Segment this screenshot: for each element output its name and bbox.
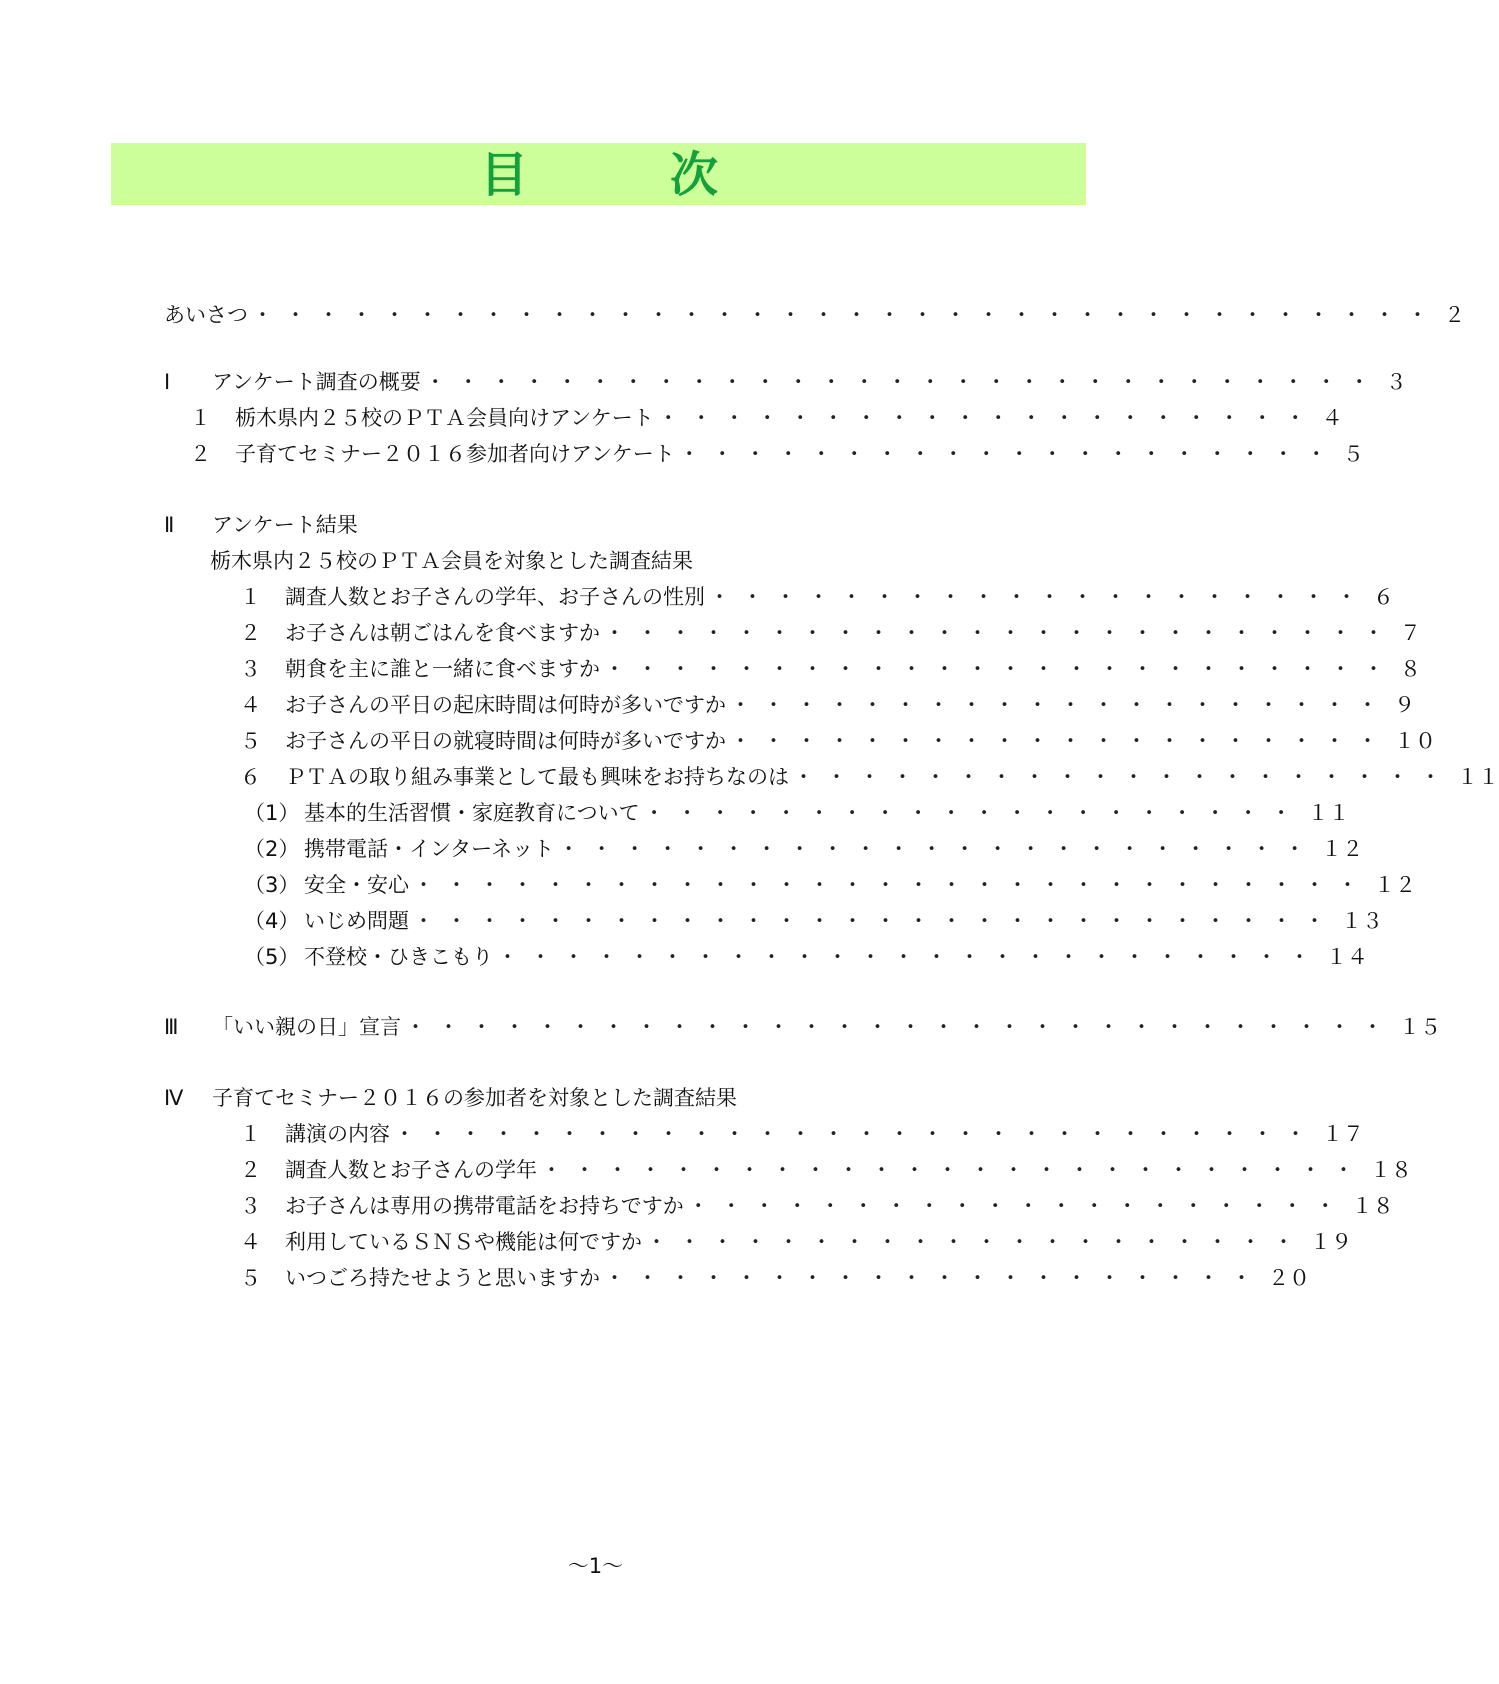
toc-entry-text: お子さんの平日の就寝時間は何時が多いですか (285, 729, 726, 753)
toc-subheading-2 (210, 546, 1004, 576)
toc-entry-greeting[interactable] (164, 300, 1465, 330)
toc-entry-text: いつごろ持たせようと思いますか (285, 1266, 600, 1290)
toc-entry-text: 携帯電話・インターネット (304, 837, 555, 861)
toc-leader-dots: ・・・・・・・・・・・・・・・・・・・・・・・・・・・・・ (413, 873, 1370, 897)
toc-entry-text: 講演の内容 (285, 1122, 390, 1146)
toc-section-1[interactable] (164, 367, 1407, 397)
toc-entry-text: 「いい親の日」宣言 (212, 1015, 401, 1039)
toc-page-number: ２０ (1268, 1266, 1310, 1290)
toc-entry-2-3[interactable] (240, 654, 1421, 684)
toc-entry-2-4[interactable] (240, 690, 1415, 720)
toc-entry-text: 安全・安心 (304, 873, 409, 897)
toc-page-number: １９ (1310, 1230, 1352, 1254)
toc-entry-4-2[interactable] (240, 1155, 1412, 1185)
toc-page-number: １１ (1307, 801, 1350, 825)
toc-entry-number: ２ (190, 442, 211, 466)
page-footer-number: ～1～ (567, 1554, 624, 1578)
toc-entry-text: ＰＴＡの取り組み事業として最も興味をお持ちなのは (285, 765, 789, 789)
toc-entry-number: （3） (244, 873, 300, 897)
toc-entry-number: ５ (240, 729, 261, 753)
toc-entry-1-2[interactable] (190, 439, 1364, 469)
toc-entry-2-6-2[interactable] (244, 834, 1364, 864)
toc-entry-number: （1） (244, 801, 300, 825)
toc-leader-dots: ・・・・・・・・・・・・・・・・・・・・ (657, 406, 1318, 430)
toc-entry-text: 子育てセミナー２０１６の参加者を対象とした調査結果 (212, 1086, 737, 1110)
toc-leader-dots: ・・・・・・・・・・・・・・・・・・・・ (709, 585, 1369, 609)
toc-page-number: １２ (1321, 837, 1364, 861)
title-char-1: 目 (480, 147, 529, 203)
toc-entry-text: お子さんの平日の起床時間は何時が多いですか (285, 693, 726, 717)
toc-entry-4-4[interactable] (240, 1227, 1352, 1257)
toc-leader-dots: ・・・・・・・・・・・・・・・・・・・・ (730, 729, 1390, 753)
toc-leader-dots: ・・・・・・・・・・・・・・・・・・・・ (678, 442, 1339, 466)
toc-entry-text: あいさつ (164, 303, 248, 327)
toc-leader-dots: ・・・・・・・・・・・・・・・・・・・・・・・・・ (497, 945, 1322, 969)
toc-page-number: ８ (1400, 657, 1421, 681)
toc-section-numeral: Ⅲ (164, 1015, 179, 1039)
toc-page-number: ４ (1321, 406, 1343, 430)
toc-leader-dots: ・・・・・・・・・・・・・・・・・・・・・・・・ (604, 657, 1396, 681)
toc-leader-dots: ・・・・・・・・・・・・・・・・・・・・ (643, 801, 1304, 825)
toc-section-numeral: Ⅰ (164, 370, 171, 394)
toc-entry-number: ３ (240, 657, 261, 681)
toc-entry-4-5[interactable] (240, 1263, 1310, 1293)
toc-leader-dots: ・・・・・・・・・・・・・・・・・・・・ (730, 693, 1390, 717)
toc-entry-number: （2） (244, 837, 300, 861)
toc-entry-text: 調査人数とお子さんの学年、お子さんの性別 (285, 585, 705, 609)
toc-leader-dots: ・・・・・・・・・・・・・・・・・・・・・・・・・ (541, 1158, 1366, 1182)
toc-entry-number: ４ (240, 693, 261, 717)
toc-entry-text: お子さんは専用の携帯電話をお持ちですか (285, 1194, 684, 1218)
toc-page-number: １３ (1341, 909, 1383, 933)
toc-section-numeral: Ⅱ (164, 513, 175, 537)
toc-section-3[interactable] (164, 1012, 1441, 1042)
toc-entry-2-6-5[interactable] (244, 942, 1368, 972)
toc-leader-dots: ・・・・・・・・・・・・・・・・・・・・ (646, 1230, 1306, 1254)
toc-page-number: ９ (1394, 693, 1415, 717)
toc-entry-text: 朝食を主に誰と一緒に食べますか (285, 657, 600, 681)
toc-page-number: ２ (1444, 303, 1465, 327)
toc-leader-dots: ・・・・・・・・・・・・・・・・・・・・・・・ (558, 837, 1318, 861)
toc-leader-dots: ・・・・・・・・・・・・・・・・・・・・・・・・・・・・ (394, 1122, 1318, 1146)
toc-entry-number: ４ (240, 1230, 261, 1254)
toc-entry-text: アンケート結果 (212, 513, 358, 537)
toc-page-number: ５ (1342, 442, 1364, 466)
toc-entry-number: １ (190, 406, 211, 430)
toc-leader-dots: ・・・・・・・・・・・・・・・・・・・・ (793, 765, 1453, 789)
toc-entry-text: 調査人数とお子さんの学年 (285, 1158, 537, 1182)
title-char-2: 次 (670, 147, 719, 203)
toc-entry-text: アンケート調査の概要 (212, 370, 421, 394)
toc-section-numeral: Ⅳ (164, 1086, 184, 1110)
toc-entry-2-6-4[interactable] (244, 906, 1383, 936)
toc-entry-number: （5） (244, 945, 300, 969)
toc-entry-number: ２ (240, 1158, 261, 1182)
toc-section-2[interactable] (164, 510, 1004, 540)
toc-page-number: ３ (1385, 370, 1407, 394)
toc-entry-2-5[interactable] (240, 726, 1436, 756)
toc-entry-1-1[interactable] (190, 403, 1343, 433)
toc-page-number: １０ (1394, 729, 1436, 753)
toc-entry-number: ５ (240, 1266, 261, 1290)
toc-page-number: １８ (1370, 1158, 1412, 1182)
toc-leader-dots: ・・・・・・・・・・・・・・・・・・・・・・・・ (604, 621, 1396, 645)
toc-entry-2-6-1[interactable] (244, 798, 1350, 828)
toc-page-number: ７ (1400, 621, 1421, 645)
toc-entry-text: 利用しているＳＮＳや機能は何ですか (285, 1230, 642, 1254)
toc-subheading-text: 栃木県内２５校のＰＴＡ会員を対象とした調査結果 (210, 549, 693, 573)
toc-leader-dots: ・・・・・・・・・・・・・・・・・・・・・・・・・・・・・・・・・・・・ (252, 303, 1440, 327)
toc-entry-number: ２ (240, 621, 261, 645)
toc-page-number: １４ (1326, 945, 1368, 969)
toc-entry-2-2[interactable] (240, 618, 1421, 648)
toc-page-number: ６ (1373, 585, 1394, 609)
toc-page-number: １２ (1374, 873, 1416, 897)
toc-page-number: １８ (1351, 1194, 1394, 1218)
toc-entry-text: 栃木県内２５校のＰＴＡ会員向けアンケート (235, 406, 654, 430)
toc-entry-number: １ (240, 585, 261, 609)
toc-page-number: １７ (1322, 1122, 1364, 1146)
toc-entry-text: お子さんは朝ごはんを食べますか (285, 621, 600, 645)
toc-leader-dots: ・・・・・・・・・・・・・・・・・・・・ (687, 1194, 1348, 1218)
toc-entry-2-6-3[interactable] (244, 870, 1416, 900)
toc-entry-text: 基本的生活習慣・家庭教育について (304, 801, 640, 825)
toc-page-number: １５ (1399, 1015, 1441, 1039)
toc-entry-text: いじめ問題 (304, 909, 409, 933)
toc-entry-number: （4） (244, 909, 300, 933)
toc-entry-2-6[interactable] (240, 762, 1499, 792)
toc-entry-number: ３ (240, 1194, 261, 1218)
toc-leader-dots: ・・・・・・・・・・・・・・・・・・・・・・・・・・・・・ (424, 370, 1382, 394)
toc-entry-4-3[interactable] (240, 1191, 1394, 1221)
toc-entry-number: ６ (240, 765, 261, 789)
toc-leader-dots: ・・・・・・・・・・・・・・・・・・・・・・・・・・・・ (413, 909, 1337, 933)
toc-entry-text: 子育てセミナー２０１６参加者向けアンケート (235, 442, 675, 466)
toc-section-4[interactable] (164, 1083, 1004, 1113)
toc-page-number: １１ (1457, 765, 1499, 789)
toc-entry-text: 不登校・ひきこもり (304, 945, 493, 969)
toc-entry-4-1[interactable] (240, 1119, 1364, 1149)
toc-entry-2-1[interactable] (240, 582, 1394, 612)
toc-entry-number: １ (240, 1122, 261, 1146)
toc-leader-dots: ・・・・・・・・・・・・・・・・・・・・・・・・・・・・・・ (405, 1015, 1395, 1039)
toc-leader-dots: ・・・・・・・・・・・・・・・・・・・・ (604, 1266, 1264, 1290)
